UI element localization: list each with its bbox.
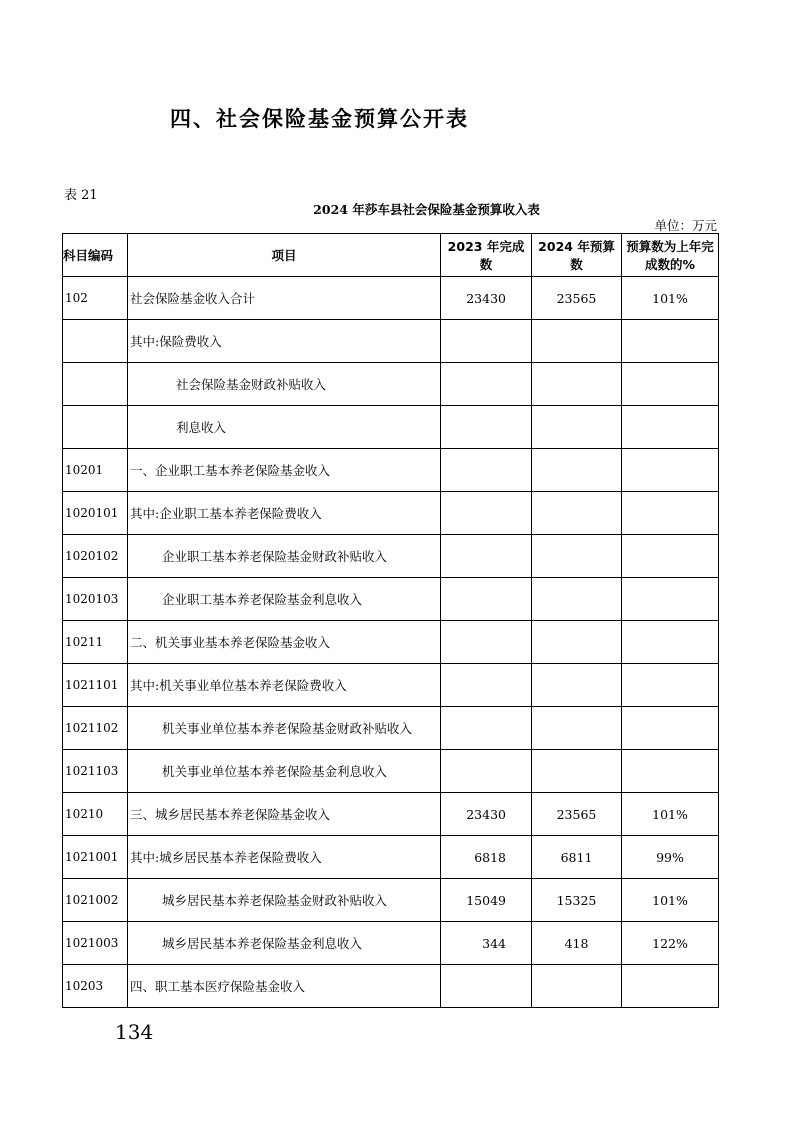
cell-pct bbox=[622, 449, 719, 492]
cell-code: 1020102 bbox=[63, 535, 128, 578]
cell-2024 bbox=[532, 535, 622, 578]
col-header-2024: 2024 年预算数 bbox=[532, 234, 622, 277]
cell-2024: 23565 bbox=[532, 277, 622, 320]
cell-2023 bbox=[441, 363, 532, 406]
cell-code: 10201 bbox=[63, 449, 128, 492]
cell-2023 bbox=[441, 535, 532, 578]
table-row bbox=[63, 793, 719, 836]
table-row bbox=[63, 750, 719, 793]
cell-2023: 23430 bbox=[441, 277, 532, 320]
cell-pct: 122% bbox=[622, 922, 719, 965]
cell-code: 1020103 bbox=[63, 578, 128, 621]
budget-table bbox=[62, 233, 719, 1008]
cell-2023 bbox=[441, 578, 532, 621]
cell-item: 一、企业职工基本养老保险基金收入 bbox=[128, 449, 441, 492]
table-row bbox=[63, 879, 719, 922]
cell-2023: 344 bbox=[441, 922, 532, 965]
cell-code: 1021003 bbox=[63, 922, 128, 965]
cell-item: 二、机关事业基本养老保险基金收入 bbox=[128, 621, 441, 664]
cell-code: 10203 bbox=[63, 965, 128, 1008]
cell-pct bbox=[622, 578, 719, 621]
cell-2023: 6818 bbox=[441, 836, 532, 879]
cell-item: 四、职工基本医疗保险基金收入 bbox=[128, 965, 441, 1008]
table-row bbox=[63, 707, 719, 750]
cell-item: 其中:城乡居民基本养老保险费收入 bbox=[128, 836, 441, 879]
cell-item: 其中:保险费收入 bbox=[128, 320, 441, 363]
cell-pct: 99% bbox=[622, 836, 719, 879]
cell-2023: 15049 bbox=[441, 879, 532, 922]
cell-pct bbox=[622, 406, 719, 449]
cell-2023 bbox=[441, 320, 532, 363]
cell-2024: 23565 bbox=[532, 793, 622, 836]
table-row bbox=[63, 492, 719, 535]
cell-item: 企业职工基本养老保险基金财政补贴收入 bbox=[128, 535, 441, 578]
cell-item: 机关事业单位基本养老保险基金利息收入 bbox=[128, 750, 441, 793]
table-row bbox=[63, 535, 719, 578]
cell-item: 三、城乡居民基本养老保险基金收入 bbox=[128, 793, 441, 836]
table-row bbox=[63, 406, 719, 449]
cell-code: 10211 bbox=[63, 621, 128, 664]
table-number: 表 21 bbox=[64, 188, 98, 203]
cell-code: 1021001 bbox=[63, 836, 128, 879]
cell-pct bbox=[622, 664, 719, 707]
cell-2024 bbox=[532, 965, 622, 1008]
table-row bbox=[63, 965, 719, 1008]
cell-item: 其中:企业职工基本养老保险费收入 bbox=[128, 492, 441, 535]
cell-2023 bbox=[441, 492, 532, 535]
col-header-item: 项目 bbox=[128, 234, 441, 277]
cell-pct bbox=[622, 535, 719, 578]
table-row bbox=[63, 922, 719, 965]
cell-2023 bbox=[441, 406, 532, 449]
cell-item: 城乡居民基本养老保险基金财政补贴收入 bbox=[128, 879, 441, 922]
cell-code bbox=[63, 363, 128, 406]
table-row bbox=[63, 664, 719, 707]
cell-item: 社会保险基金收入合计 bbox=[128, 277, 441, 320]
cell-2023 bbox=[441, 707, 532, 750]
cell-2024 bbox=[532, 363, 622, 406]
cell-2023: 23430 bbox=[441, 793, 532, 836]
cell-2023 bbox=[441, 449, 532, 492]
cell-code bbox=[63, 320, 128, 363]
cell-item: 其中:机关事业单位基本养老保险费收入 bbox=[128, 664, 441, 707]
cell-pct: 101% bbox=[622, 793, 719, 836]
table-row bbox=[63, 836, 719, 879]
table-row bbox=[63, 449, 719, 492]
cell-2024 bbox=[532, 750, 622, 793]
cell-2024: 6811 bbox=[532, 836, 622, 879]
cell-2024 bbox=[532, 578, 622, 621]
cell-item: 机关事业单位基本养老保险基金财政补贴收入 bbox=[128, 707, 441, 750]
cell-2024 bbox=[532, 449, 622, 492]
cell-2024 bbox=[532, 664, 622, 707]
table-title: 2024 年莎车县社会保险基金预算收入表 bbox=[313, 202, 540, 217]
cell-code: 1021002 bbox=[63, 879, 128, 922]
cell-pct bbox=[622, 320, 719, 363]
cell-2024 bbox=[532, 621, 622, 664]
table-row bbox=[63, 578, 719, 621]
cell-2023 bbox=[441, 965, 532, 1008]
cell-2024: 15325 bbox=[532, 879, 622, 922]
cell-item: 利息收入 bbox=[128, 406, 441, 449]
unit-label: 单位：万元 bbox=[654, 218, 717, 233]
cell-item: 社会保险基金财政补贴收入 bbox=[128, 363, 441, 406]
page-number: 134 bbox=[115, 1020, 154, 1044]
cell-code: 10210 bbox=[63, 793, 128, 836]
cell-code: 1021101 bbox=[63, 664, 128, 707]
cell-2023 bbox=[441, 664, 532, 707]
cell-pct bbox=[622, 492, 719, 535]
cell-item: 城乡居民基本养老保险基金利息收入 bbox=[128, 922, 441, 965]
table-row bbox=[63, 363, 719, 406]
cell-code: 1021102 bbox=[63, 707, 128, 750]
col-header-code: 科目编码 bbox=[63, 234, 128, 277]
table-row bbox=[63, 320, 719, 363]
table-row bbox=[63, 621, 719, 664]
cell-code: 1021103 bbox=[63, 750, 128, 793]
cell-pct bbox=[622, 707, 719, 750]
section-heading: 四、社会保险基金预算公开表 bbox=[170, 107, 469, 131]
cell-2024: 418 bbox=[532, 922, 622, 965]
cell-2024 bbox=[532, 707, 622, 750]
cell-2024 bbox=[532, 406, 622, 449]
cell-code: 102 bbox=[63, 277, 128, 320]
table-header-row bbox=[63, 234, 719, 277]
cell-code bbox=[63, 406, 128, 449]
cell-item: 企业职工基本养老保险基金利息收入 bbox=[128, 578, 441, 621]
cell-pct: 101% bbox=[622, 879, 719, 922]
table-row bbox=[63, 277, 719, 320]
cell-pct bbox=[622, 363, 719, 406]
cell-code: 1020101 bbox=[63, 492, 128, 535]
cell-pct bbox=[622, 621, 719, 664]
cell-2023 bbox=[441, 750, 532, 793]
col-header-2023: 2023 年完成数 bbox=[441, 234, 532, 277]
cell-pct: 101% bbox=[622, 277, 719, 320]
cell-2024 bbox=[532, 492, 622, 535]
cell-pct bbox=[622, 750, 719, 793]
cell-pct bbox=[622, 965, 719, 1008]
cell-2023 bbox=[441, 621, 532, 664]
col-header-pct: 预算数为上年完成数的% bbox=[622, 234, 719, 277]
cell-2024 bbox=[532, 320, 622, 363]
